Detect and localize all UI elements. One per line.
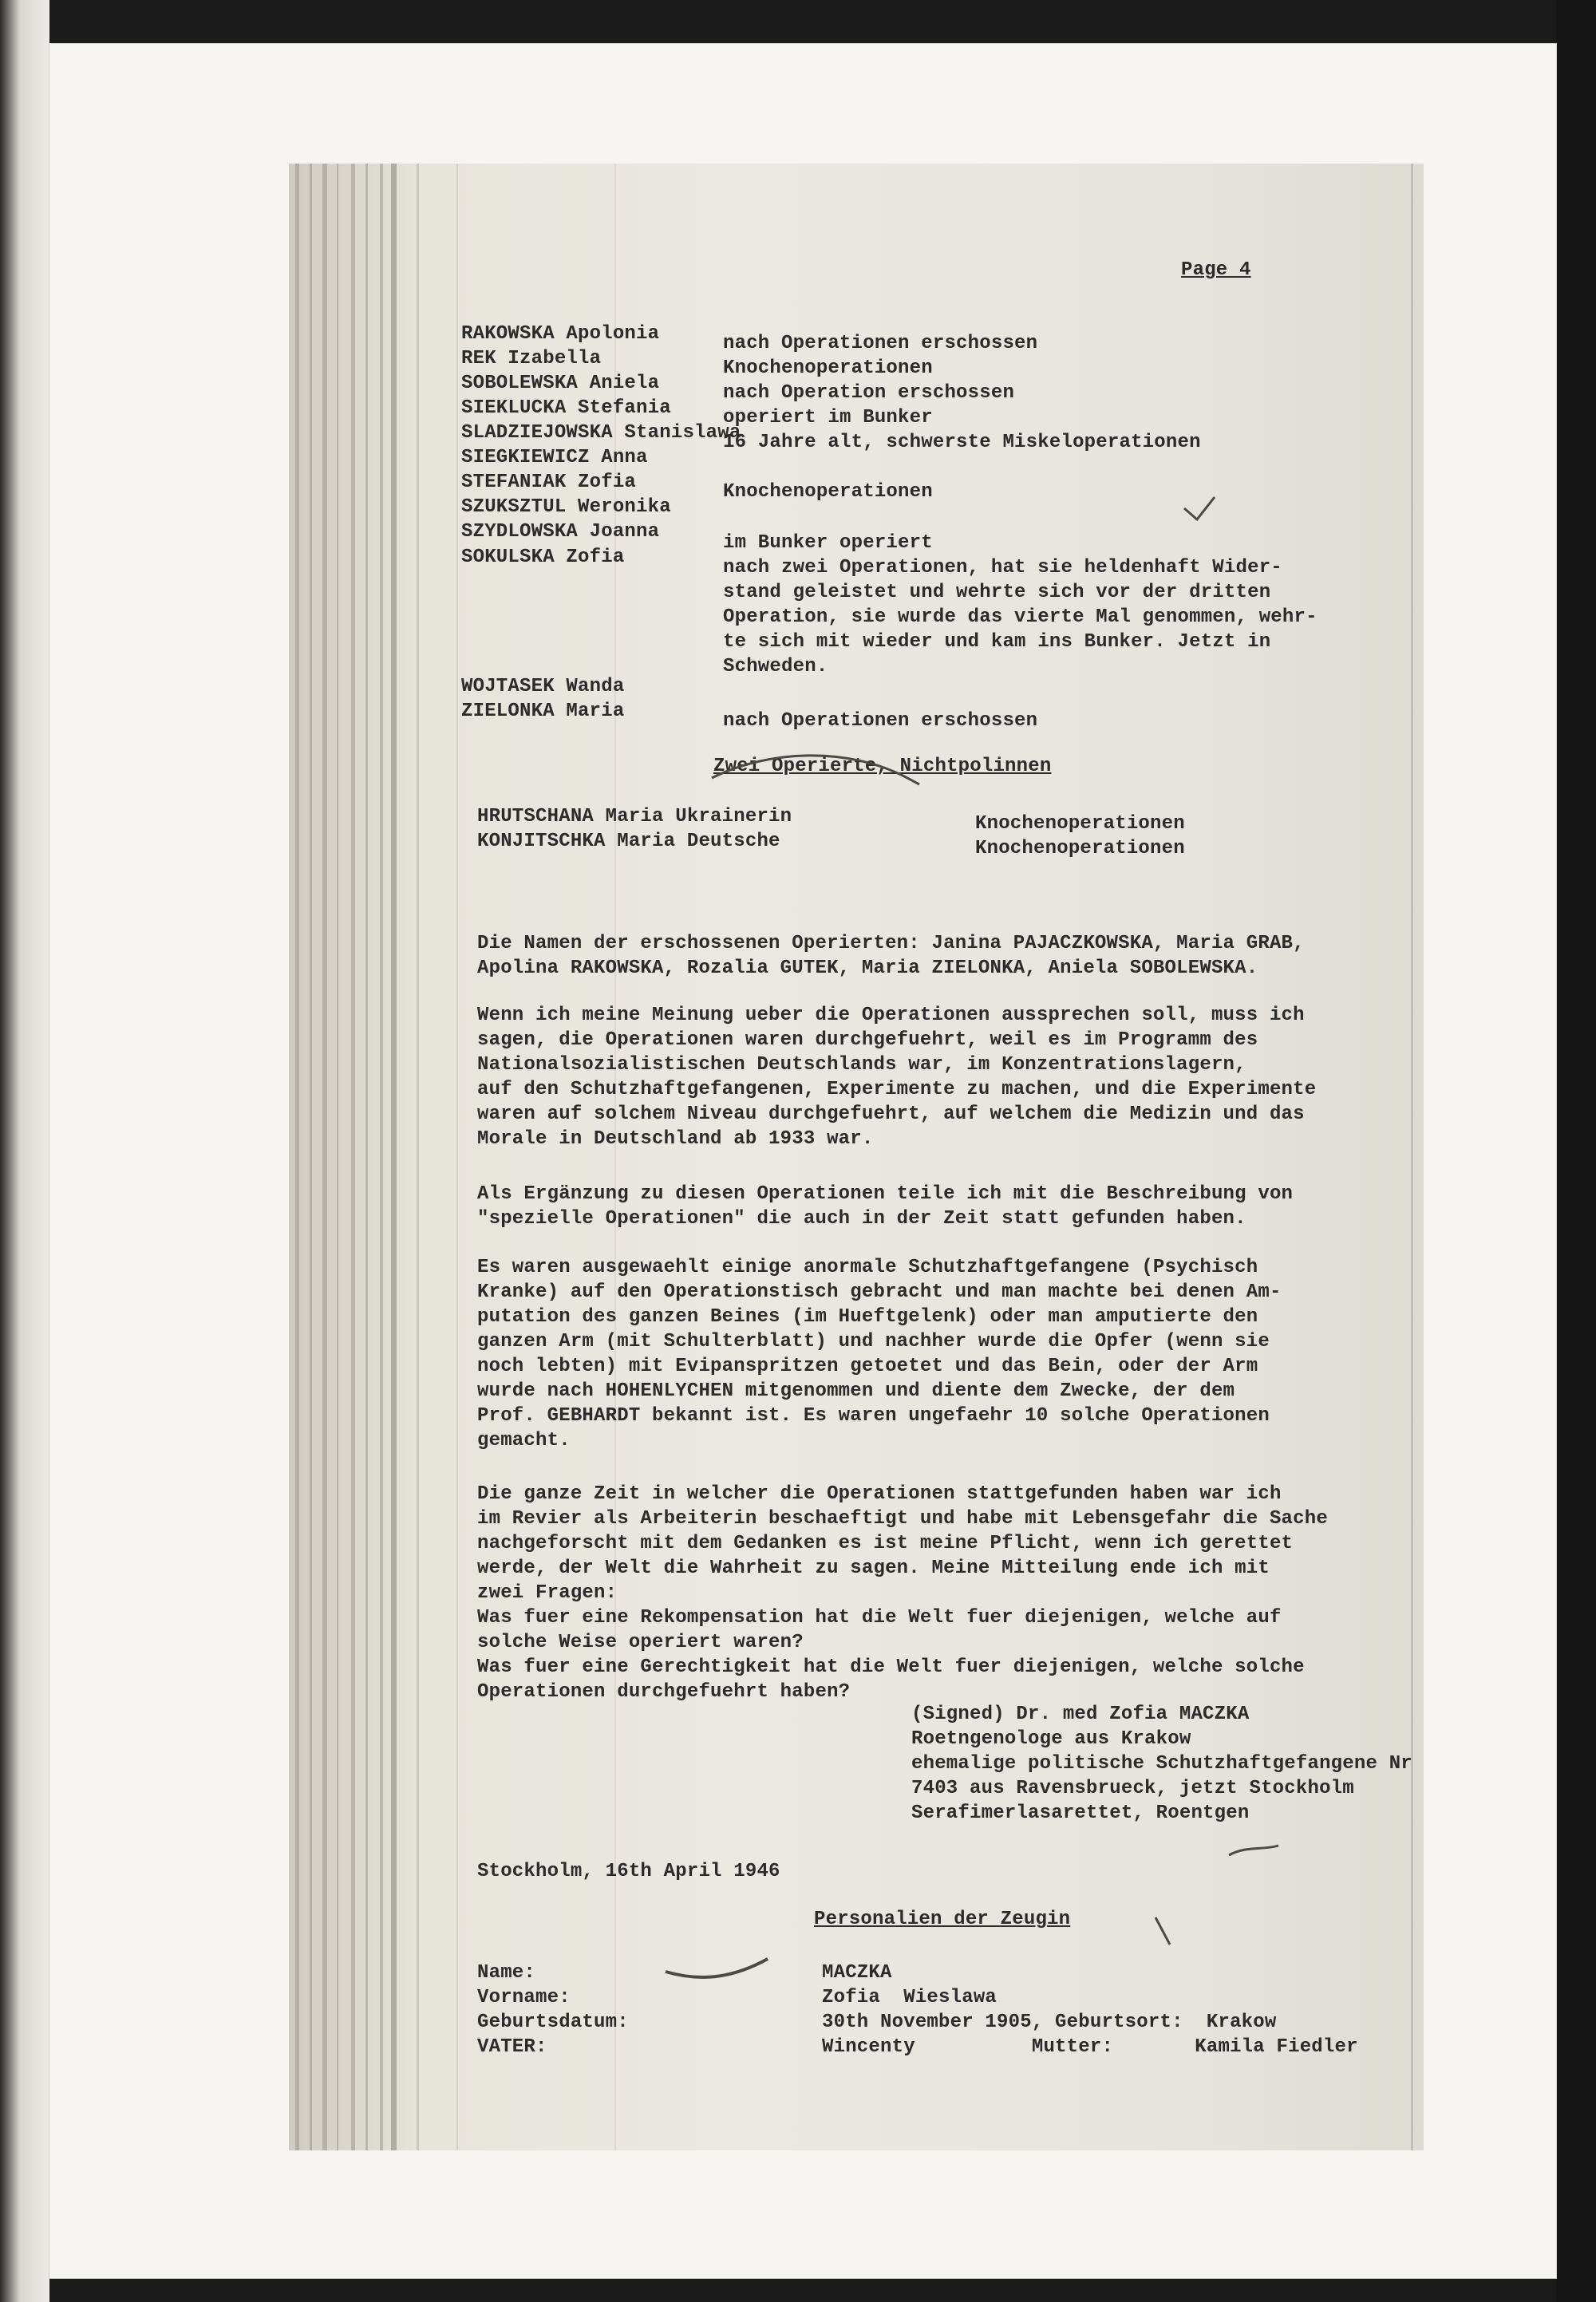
personal-labels: Name: Vorname: Geburtsdatum: VATER: <box>477 1962 629 2058</box>
victim-note: Knochenoperationen <box>723 481 933 503</box>
paragraph-duty: Die ganze Zeit in welcher die Operationen stattgefunden haben war ich im Revier als Arbeiterin beschaeftigt und habe mit Lebensgefahr die Sache nachgeforscht mit dem Gedanken es ist meine Pflicht, wenn ich gerettet werde, der Welt die Wahrheit zu sagen. Meine Mitteilung ende ich mit zwei Fragen: Was fuer eine Rekompensation hat die Welt fuer diejenigen, welche auf solche Weise operiert waren? Was fuer eine Gerechtigkeit hat die Welt fuer diejenigen, welche solche Operationen durchgefuehrt haben? <box>477 1483 1328 1703</box>
victim-name: WOJTASEK Wanda <box>461 676 625 697</box>
victim-name: SOKULSKA Zofia <box>461 547 625 568</box>
victim-name: ZIELONKA Maria <box>461 701 625 722</box>
victim-note: operiert im Bunker <box>723 407 933 428</box>
victim-name: KONJITSCHKA Maria Deutsche <box>477 831 780 852</box>
section-heading: Zwei Operierte, Nichtpolinnen <box>713 756 1052 777</box>
personal-heading: Personalien der Zeugin <box>814 1909 1071 1930</box>
victim-note: nach Operationen erschossen <box>723 333 1038 354</box>
victim-name: SZYDLOWSKA Joanna <box>461 521 660 543</box>
victim-note: nach Operationen erschossen <box>723 710 1038 732</box>
victim-name: RAKOWSKA Apolonia <box>461 323 660 345</box>
binder-edge <box>0 0 49 2302</box>
pen-stroke <box>666 1959 768 1977</box>
victim-name: HRUTSCHANA Maria Ukrainerin <box>477 806 792 827</box>
victim-note: 16 Jahre alt, schwerste Miskeloperationen <box>723 432 1201 453</box>
background-edge <box>1556 0 1596 2302</box>
victim-name: SIEKLUCKA Stefania <box>461 397 671 419</box>
pen-annotations <box>289 164 1424 2150</box>
victim-note: im Bunker operiert <box>723 532 933 554</box>
victim-name: SIEGKIEWICZ Anna <box>461 447 648 468</box>
place-date: Stockholm, 16th April 1946 <box>477 1861 780 1882</box>
photocopy-document <box>289 164 1424 2150</box>
victim-note: nach zwei Operationen, hat sie heldenhaft Wider- stand geleistet und wehrte sich vor der dritten Operation, sie wurde das vierte Mal genommen, wehr- te sich mit wieder und kam ins Bunker. Jetzt in Schweden. <box>723 557 1317 677</box>
paragraph-shot: Die Namen der erschossenen Operierten: Janina PAJACZKOWSKA, Maria GRAB, Apolina RAKOWSKA, Rozalia GUTEK, Maria ZIELONKA, Aniela SOBOLEWSKA. <box>477 933 1305 979</box>
victim-note: Knochenoperationen <box>975 838 1185 859</box>
victim-name: SOBOLEWSKA Aniela <box>461 373 660 394</box>
page-reference: Page 4 <box>1181 259 1251 281</box>
victim-note: Knochenoperationen <box>723 357 933 379</box>
victim-name: REK Izabella <box>461 348 602 369</box>
victim-name: STEFANIAK Zofia <box>461 472 637 493</box>
victim-note: Knochenoperationen <box>975 813 1185 835</box>
victim-note: nach Operation erschossen <box>723 382 1015 404</box>
victim-name: SLADZIEJOWSKA Stanislawa <box>461 422 741 444</box>
pen-stroke <box>712 756 919 784</box>
pen-stroke <box>1184 497 1215 519</box>
paragraph-supplement: Als Ergänzung zu diesen Operationen teile ich mit die Beschreibung von "spezielle Operationen" die auch in der Zeit statt gefunden haben. <box>477 1183 1294 1230</box>
paragraph-amputation: Es waren ausgewaehlt einige anormale Schutzhaftgefangene (Psychisch Kranke) auf den Operationstisch gebracht und man machte bei denen Am- putation des ganzen Beines (im Hueftgelenk) oder man amputierte den ganzen Arm (mit Schulterblatt) und nachher wurde die Opfer (wenn sie noch lebten) mit Evipanspritzen getoetet und das Bein, oder der Arm wurde nach HOHENLYCHEN mitgenommen und diente dem Zwecke, der dem Prof. GEBHARDT bekannt ist. Es waren ungefaehr 10 solche Operationen gemacht. <box>477 1257 1282 1451</box>
pen-stroke <box>1229 1846 1278 1855</box>
pen-stroke <box>1156 1917 1170 1945</box>
archive-sheet <box>49 44 1556 2278</box>
signature-block: (Signed) Dr. med Zofia MACZKA Roetngenologe aus Krakow ehemalige politische Schutzhaftgefangene Nr 7403 aus Ravensbrueck, jetzt Stockholm Serafimerlasarettet, Roentgen <box>911 1704 1412 1824</box>
paragraph-opinion: Wenn ich meine Meinung ueber die Operationen aussprechen soll, muss ich sagen, die Operationen waren durchgefuehrt, weil es im Programm des Nationalsozialistischen Deutschlands war, im Konzentrationslagern, auf den Schutzhaftgefangenen, Experimente zu machen, und die Experimente waren auf solchem Niveau durchgefuehrt, auf welchem die Medizin und das Morale in Deutschland ab 1933 war. <box>477 1005 1317 1150</box>
victim-name: SZUKSZTUL Weronika <box>461 496 671 518</box>
personal-values: MACZKA Zofia Wieslawa 30th November 1905, Geburtsort: Krakow Wincenty Mutter: Kamila Fiedler <box>822 1962 1358 2058</box>
